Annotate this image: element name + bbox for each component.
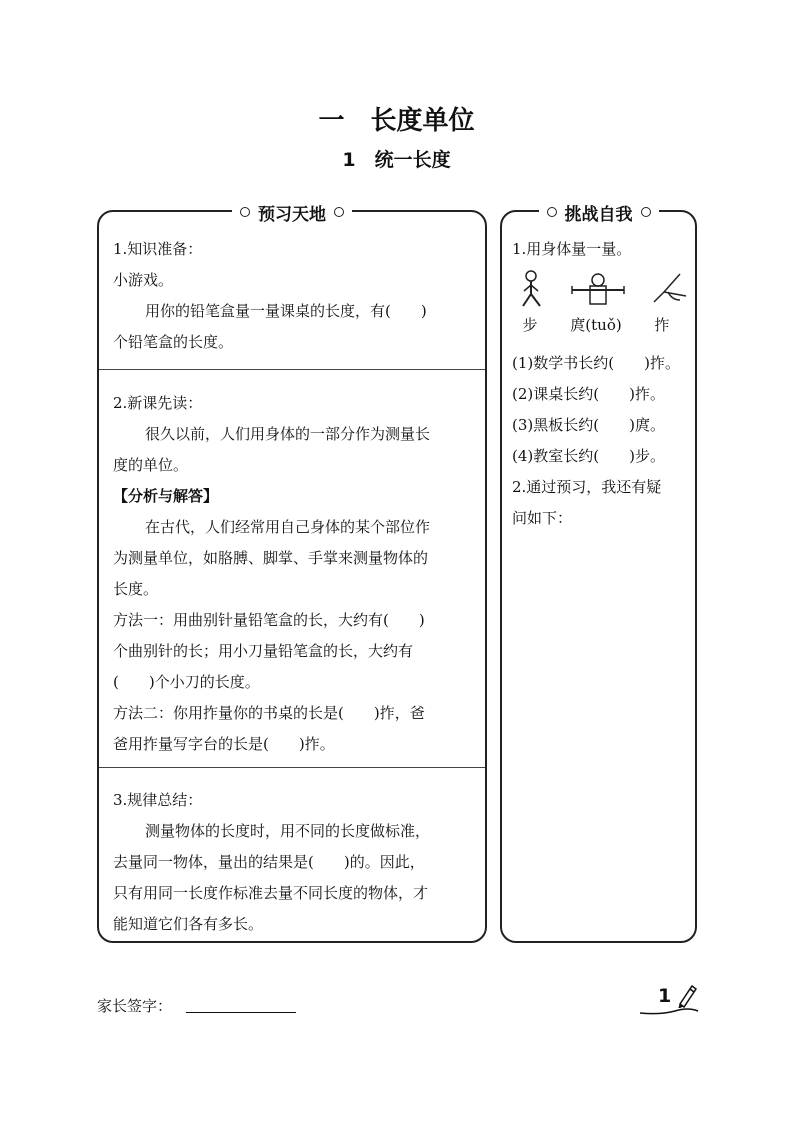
preview-header xyxy=(99,198,485,226)
analysis-line: 在古代，人们经常用自己身体的某个部位作 xyxy=(145,518,431,536)
section-3-line: 能知道它们各有多长。 xyxy=(113,915,264,933)
ring-decor-icon xyxy=(641,207,651,217)
method-1-line: 个曲别针的长；用小刀量铅笔盒的长，大约有 xyxy=(113,642,414,660)
figure-label-step: 步 xyxy=(522,316,538,334)
preview-panel xyxy=(97,204,487,943)
body-measure-figures xyxy=(510,270,690,306)
challenge-title: 挑战自我 xyxy=(564,204,633,225)
hand-span-figure-icon xyxy=(650,270,690,306)
section-3-line: 只有用同一长度作标准去量不同长度的物体，才 xyxy=(113,884,429,902)
section-1-sub: 小游戏。 xyxy=(113,271,174,289)
method-2-line: 爸用拃量写字台的长是( )拃。 xyxy=(113,735,335,753)
section-divider xyxy=(99,767,485,768)
ring-decor-icon xyxy=(240,207,250,217)
challenge-header xyxy=(502,198,695,226)
analysis-heading: 【分析与解答】 xyxy=(113,487,219,505)
section-3-heading: 3.规律总结： xyxy=(113,791,203,809)
page-number: 1 xyxy=(658,985,672,1007)
challenge-item: (1)数学书长约( )拃。 xyxy=(512,354,680,372)
ring-decor-icon xyxy=(547,207,557,217)
footer-swoosh-decor xyxy=(640,1005,700,1017)
figure-label-hand-span: 拃 xyxy=(654,316,670,334)
method-1-line: ( )个小刀的长度。 xyxy=(113,673,260,691)
question-1-heading: 1.用身体量一量。 xyxy=(512,240,632,258)
figure-label-arm-span: 庹(tuǒ) xyxy=(570,316,622,334)
method-1-line: 方法一：用曲别针量铅笔盒的长，大约有( ) xyxy=(113,611,425,629)
chapter-title: 一 长度单位 xyxy=(318,106,475,136)
analysis-line: 长度。 xyxy=(113,580,159,598)
section-2-heading: 2.新课先读： xyxy=(113,394,203,412)
section-3-line: 测量物体的长度时，用不同的长度做标准， xyxy=(145,822,431,840)
section-1-line: 用你的铅笔盒量一量课桌的长度，有( ) xyxy=(145,302,427,320)
ring-decor-icon xyxy=(334,207,344,217)
preview-title: 预习天地 xyxy=(258,204,326,225)
method-2-line: 方法二：你用拃量你的书桌的长是( )拃，爸 xyxy=(113,704,425,722)
step-figure-icon xyxy=(516,270,546,308)
parent-signature-line[interactable] xyxy=(186,1012,296,1013)
lesson-title: 1 统一长度 xyxy=(342,149,451,171)
arm-span-figure-icon xyxy=(570,272,626,308)
analysis-line: 为测量单位，如胳膊、脚掌、手掌来测量物体的 xyxy=(113,549,429,567)
section-1-line: 个铅笔盒的长度。 xyxy=(113,333,234,351)
challenge-panel xyxy=(500,204,697,943)
section-2-line: 很久以前，人们用身体的一部分作为测量长 xyxy=(145,425,431,443)
challenge-item: (2)课桌长约( )拃。 xyxy=(512,385,665,403)
challenge-item: (4)教室长约( )步。 xyxy=(512,447,665,465)
parent-signature-label: 家长签字： xyxy=(97,997,173,1015)
section-divider xyxy=(99,369,485,370)
question-2-line: 问如下： xyxy=(512,509,573,527)
challenge-item: (3)黑板长约( )庹。 xyxy=(512,416,665,434)
question-2-line: 2.通过预习，我还有疑 xyxy=(512,478,662,496)
section-2-line: 度的单位。 xyxy=(113,456,189,474)
section-3-line: 去量同一物体，量出的结果是( )的。因此， xyxy=(113,853,425,871)
section-1-heading: 1.知识准备： xyxy=(113,240,203,258)
